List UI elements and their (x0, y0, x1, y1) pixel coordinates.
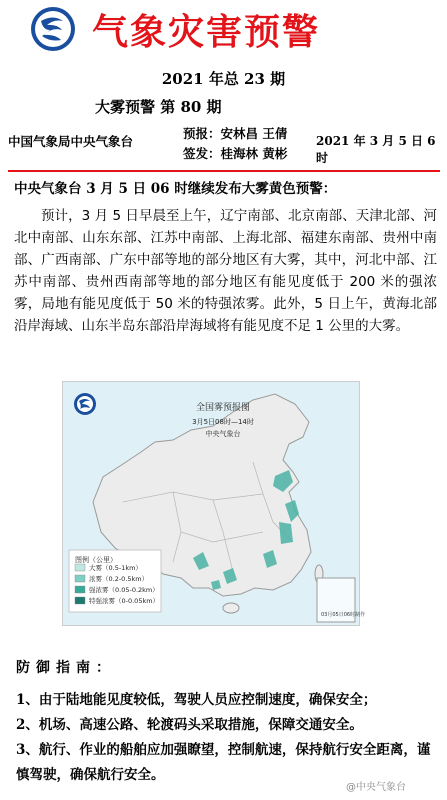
signatories (183, 124, 287, 164)
legend-swatch (75, 575, 85, 582)
map-issuer: 中央气象台 (205, 430, 241, 438)
divider (8, 170, 440, 172)
legend-title: 图例（公里） (75, 556, 117, 564)
cma-logo-icon (30, 6, 76, 52)
legend-swatch (75, 564, 85, 571)
guide-item: 3、航行、作业的船舶应加强瞭望，控制航速，保持航行安全距离，谨慎驾驶，确保航行安全。 (16, 742, 431, 783)
header (0, 0, 447, 60)
hainan-island (223, 603, 239, 613)
guide-title: 防御指南： (16, 660, 116, 676)
issue-datetime: 2021 年 3 月 5 日 6 时 (316, 134, 436, 165)
map-graphic (63, 382, 366, 625)
warning-issue: 大雾预警 第 80 期 (95, 98, 222, 116)
forecaster: 预报：安林昌 王倩 (183, 126, 288, 141)
bulletin-body: 预计，3 月 5 日早晨至上午，辽宁南部、北京南部、天津北部、河北中南部、山东东部、江苏中南部、上海北部、福建东南部、贵州中南部、广西南部、广东中部等地的部分地区有大雾，其中，河北中部、江苏中南部、贵州西南部等地的部分地区有能见度低于 200 米的强浓雾，局地有能见度低于 50 米的特强浓雾。此外，5 日上午，黄海北部沿岸海域、山东半岛东部沿岸海域将有能见度不足 1 公里的大雾。 (14, 208, 437, 334)
issue-number: 2021 年总 23 期 (161, 70, 286, 88)
bulletin-headline: 中央气象台 3 月 5 日 06 时继续发布大雾黄色预警： (14, 181, 337, 197)
legend-label: 浓雾（0.2-0.5km） (89, 575, 149, 583)
page-title: 气象灾害预警 (92, 11, 321, 53)
map-legend (69, 550, 161, 612)
fog-jiangsu (279, 522, 293, 544)
map-period: 3月5日08时—14时 (192, 418, 254, 426)
fog-forecast-map (62, 381, 366, 626)
legend-swatch (75, 586, 85, 593)
map-footer-date: 03月05日06时制作 (321, 612, 366, 618)
issuer: 签发：桂海林 黄彬 (183, 146, 288, 161)
legend-swatch (75, 597, 85, 604)
guide-list (16, 688, 436, 788)
legend-label: 大雾（0.5-1km） (89, 564, 142, 572)
guide-item: 2、机场、高速公路、轮渡码头采取措施，保障交通安全。 (16, 717, 363, 733)
legend-label: 强浓雾（0.05-0.2km） (89, 586, 159, 594)
guide-item: 1、由于陆地能见度较低，驾驶人员应控制速度，确保安全； (16, 692, 377, 708)
watermark: @中央气象台 (346, 782, 406, 793)
map-logo-icon (74, 393, 96, 415)
agency: 中国气象局中央气象台 (8, 134, 134, 149)
map-title: 全国雾预报图 (195, 403, 251, 413)
legend-label: 特强浓雾（0-0.05km） (89, 597, 160, 605)
